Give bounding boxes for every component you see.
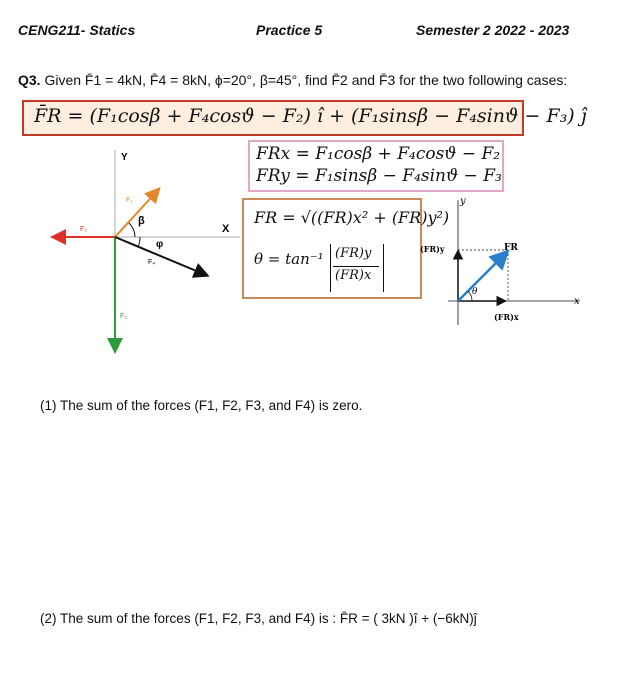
f2-label: F₂	[80, 226, 87, 233]
resultant-equation: F̄R = (F₁cosβ + F₄cosϑ − F₂) î + (F₁sinsβ − F₄sinϑ − F₃) ĵ	[34, 105, 587, 127]
phi-arc	[138, 237, 140, 247]
fry-label: (FR)y	[420, 244, 445, 254]
beta-label: β	[138, 215, 145, 227]
ry-axis-label: y	[460, 196, 466, 207]
f3-label: F₃	[120, 313, 128, 320]
question-text: Given F̄1 = 4kN, F̄4 = 8kN, ϕ=20°, β=45°, find F̄2 and F̄3 for the two following cases:	[44, 72, 568, 88]
angle-fraction	[330, 244, 384, 292]
magnitude-equation: FR = √((FR)x² + (FR)y²)	[254, 208, 450, 227]
resultant-equation-box	[22, 100, 587, 136]
f1-arrow	[115, 190, 158, 237]
angle-prefix: θ = tan⁻¹	[254, 250, 324, 268]
frx-label: (FR)x	[494, 312, 519, 322]
frx-equation: FRx = F₁cosβ + F₄cosϑ − F₂	[256, 144, 501, 164]
fr-label: FR	[504, 243, 518, 253]
rx-axis-label: x	[574, 296, 580, 307]
fr-arrow	[458, 253, 506, 301]
fraction-bar	[333, 266, 379, 267]
semester-label: Semester 2 2022 - 2023	[416, 22, 570, 38]
fry-equation: FRy = F₁sinsβ − F₄sinϑ − F₃	[256, 166, 502, 186]
practice-title: Practice 5	[256, 22, 323, 38]
course-title: CENG211- Statics	[18, 22, 136, 38]
case-2: (2) The sum of the forces (F1, F2, F3, and F4) is : F̄R = ( 3kN )î + (−6kN)ĵ	[40, 611, 477, 626]
resultant-diagram	[420, 190, 590, 330]
theta-label: θ	[472, 287, 478, 297]
f1-label: F₁	[126, 197, 133, 204]
f4-label: F₄	[148, 259, 156, 266]
case-1: (1) The sum of the forces (F1, F2, F3, and F4) is zero.	[40, 398, 363, 413]
beta-arc	[129, 223, 135, 237]
x-axis-label: X	[222, 223, 230, 235]
question-line	[18, 72, 567, 88]
force-diagram	[40, 140, 300, 360]
question-number: Q3.	[18, 72, 41, 88]
phi-label: φ	[156, 239, 164, 250]
fraction-denominator: (FR)x	[335, 268, 372, 283]
fraction-numerator: (FR)y	[335, 246, 372, 261]
y-axis-label: Y	[121, 152, 128, 163]
